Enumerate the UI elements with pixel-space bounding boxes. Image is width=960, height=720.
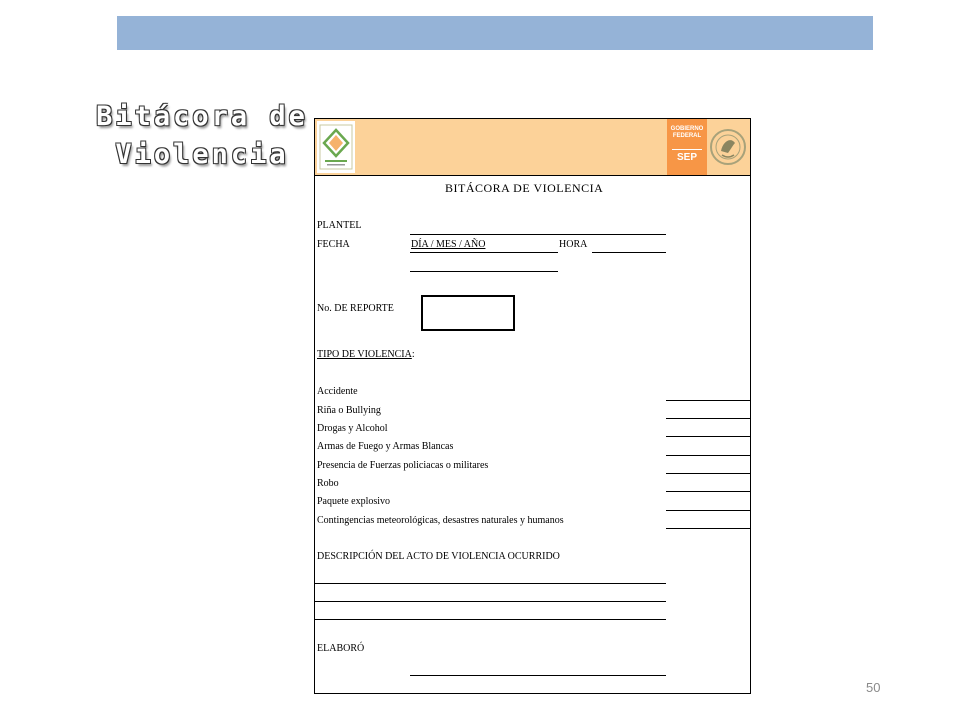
plantel-line: [410, 234, 666, 235]
description-label: DESCRIPCIÓN DEL ACTO DE VIOLENCIA OCURRIDO: [317, 551, 560, 562]
gov-divider-line: [672, 149, 702, 150]
hora-line: [592, 252, 666, 253]
fecha-label: FECHA: [317, 239, 350, 250]
slide-title: [92, 98, 312, 174]
top-banner-bar: [117, 16, 873, 50]
form-header-band: [315, 119, 750, 175]
violence-type-check-line: [666, 436, 750, 437]
violence-log-form: [314, 118, 751, 694]
violence-type-item: Robo: [317, 478, 339, 489]
plantel-label: PLANTEL: [317, 220, 362, 231]
violence-type-colon: :: [411, 349, 415, 360]
gov-text-gobierno: GOBIERNO: [670, 126, 704, 132]
violence-type-item: Armas de Fuego y Armas Blancas: [317, 441, 454, 452]
description-line: [315, 619, 666, 620]
violence-type-check-line: [666, 473, 750, 474]
violence-type-item: Contingencias meteorológicas, desastres naturales y humanos: [317, 515, 564, 526]
violence-type-check-line: [666, 455, 750, 456]
violence-type-check-line: [666, 418, 750, 419]
slide-title-line-2: Violencia: [115, 139, 289, 170]
violence-type-item: Riña o Bullying: [317, 405, 381, 416]
form-title: BITÁCORA DE VIOLENCIA: [445, 181, 604, 195]
violence-type-heading: [317, 349, 415, 361]
mexico-seal-icon: [709, 123, 747, 171]
page-number: 50: [866, 680, 881, 695]
date-line: [410, 252, 558, 253]
violence-type-check-line: [666, 491, 750, 492]
violence-type-check-line: [666, 528, 750, 529]
slide-title-line-1: Bitácora de: [96, 101, 308, 132]
violence-type-item: Presencia de Fuerzas policiacas o militares: [317, 460, 489, 471]
elaboro-signature-line: [410, 675, 666, 676]
header-divider: [315, 175, 750, 176]
report-number-box: [421, 295, 515, 331]
hora-label: HORA: [559, 239, 588, 250]
description-line: [315, 583, 666, 584]
description-line: [315, 601, 666, 602]
violence-type-check-line: [666, 400, 750, 401]
date-format-label: DÍA / MES / AÑO: [411, 239, 486, 250]
gov-text-sep: SEP: [676, 152, 697, 163]
violence-type-item: Accidente: [317, 386, 358, 397]
violence-type-item: Drogas y Alcohol: [317, 423, 388, 434]
violence-type-label: TIPO DE VIOLENCIA: [317, 349, 412, 360]
gov-text-federal: FEDERAL: [672, 133, 702, 139]
elaboro-label: ELABORÓ: [317, 643, 365, 654]
school-logo-icon: [317, 121, 355, 173]
violence-type-check-line: [666, 510, 750, 511]
date-extra-line: [410, 271, 558, 272]
violence-type-item: Paquete explosivo: [317, 496, 391, 507]
report-number-label: No. DE REPORTE: [317, 303, 394, 314]
gobierno-federal-sep-logo-icon: [667, 119, 707, 175]
